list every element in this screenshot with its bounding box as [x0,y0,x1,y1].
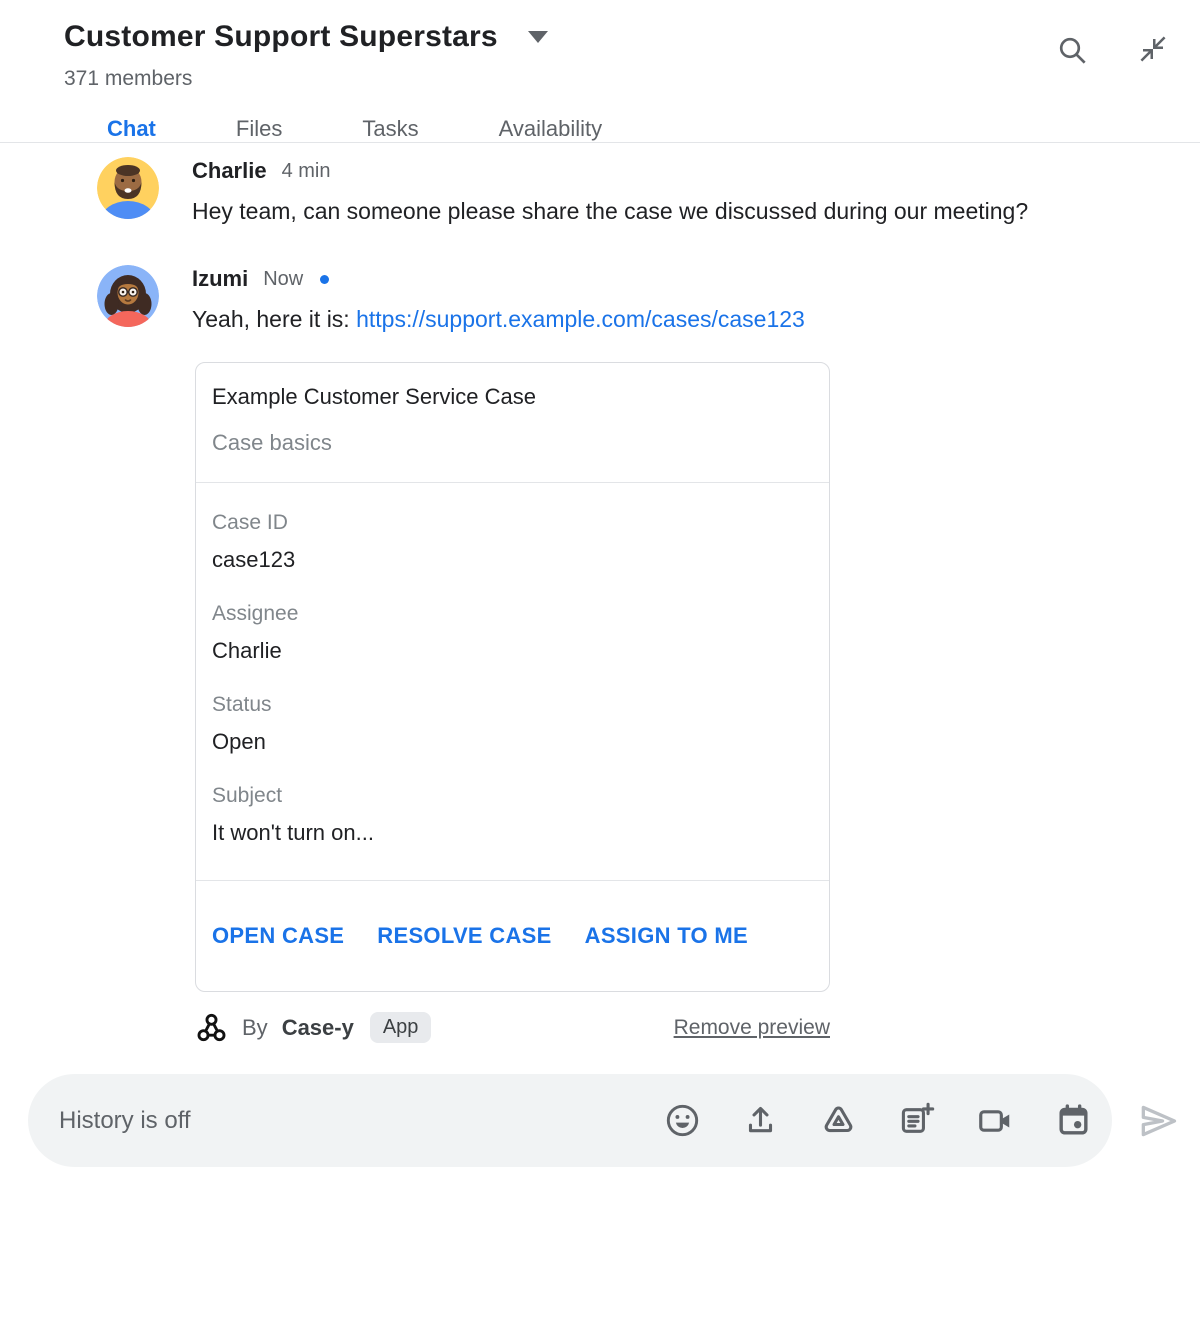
field-value: Charlie [212,638,282,663]
field-label: Case ID [212,511,288,534]
field-assignee [212,601,813,665]
message-input[interactable] [59,1107,664,1135]
assign-to-me-button[interactable]: ASSIGN TO ME [584,923,748,948]
case-link[interactable]: https://support.example.com/cases/case123 [356,306,805,332]
remove-preview-link[interactable]: Remove preview [673,1015,830,1039]
message-text-prefix: Yeah, here it is: [192,306,357,332]
message-list [0,143,1200,339]
members-count: 371 members [64,67,193,90]
sender-name[interactable]: Charlie [192,158,267,183]
field-status [212,692,813,756]
drive-icon[interactable] [820,1102,857,1139]
message-text [192,299,805,339]
send-icon[interactable] [1136,1099,1180,1143]
tab-bar [107,116,1200,142]
app-attribution [195,1011,431,1044]
field-value: Open [212,729,266,754]
message-timestamp: Now [263,267,304,290]
field-subject [212,783,813,847]
message-text: Hey team, can someone please share the case we discussed during our meeting? [192,198,1029,224]
card-section-label: Case basics [212,430,332,455]
message-charlie [97,157,1136,231]
space-header [0,0,1200,91]
tab-files[interactable]: Files [235,116,283,141]
message-izumi [97,265,1136,339]
field-label: Status [212,693,272,716]
video-icon[interactable] [976,1102,1014,1140]
field-value: case123 [212,547,296,572]
field-value: It won't turn on... [212,820,374,845]
avatar-izumi[interactable] [97,265,159,327]
app-name: Case-y [281,1014,354,1040]
calendar-icon[interactable] [1055,1102,1092,1139]
upload-icon[interactable] [742,1102,779,1139]
add-note-icon[interactable] [898,1102,935,1139]
card-title: Example Customer Service Case [212,384,537,409]
field-case-id [212,510,813,574]
tab-chat[interactable]: Chat [107,116,156,141]
message-composer[interactable] [28,1074,1112,1167]
composer-row [28,1074,1180,1167]
tab-tasks[interactable]: Tasks [362,116,419,141]
sender-name[interactable]: Izumi [192,266,249,291]
open-case-button[interactable]: OPEN CASE [212,923,345,948]
collapse-icon[interactable] [1138,34,1168,66]
emoji-icon[interactable] [664,1102,701,1139]
chevron-down-icon[interactable] [528,31,548,43]
case-preview-card [195,362,830,992]
search-icon[interactable] [1056,34,1088,66]
field-label: Assignee [212,602,299,625]
unread-dot [320,275,329,284]
webhook-icon [195,1011,228,1044]
tab-availability[interactable]: Availability [498,116,603,141]
field-label: Subject [212,784,283,807]
app-badge: App [370,1012,432,1043]
card-footer [195,1011,830,1044]
page-title: Customer Support Superstars [64,20,498,53]
message-timestamp: 4 min [281,159,331,182]
resolve-case-button[interactable]: RESOLVE CASE [377,923,552,948]
attribution-by: By [242,1014,268,1040]
avatar-charlie[interactable] [97,157,159,219]
